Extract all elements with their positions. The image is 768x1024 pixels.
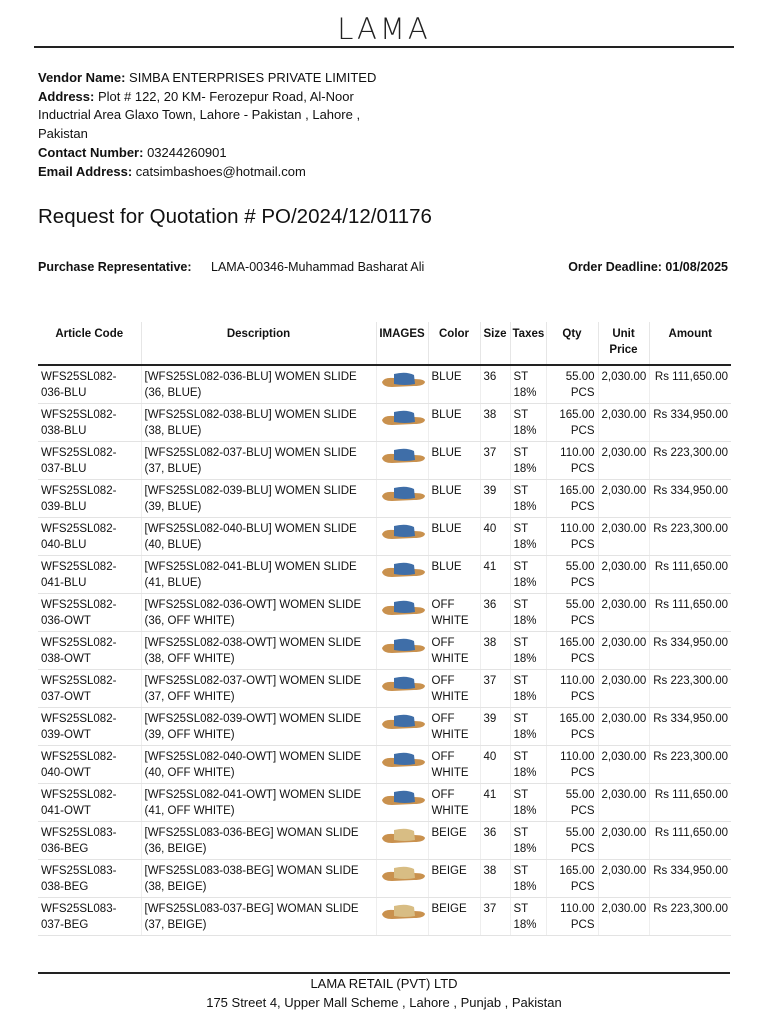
- amount-cell: Rs 334,950.00: [649, 480, 731, 518]
- size-cell: 41: [480, 784, 510, 822]
- amount-cell: Rs 334,950.00: [649, 632, 731, 670]
- taxes-cell: ST 18%: [510, 670, 546, 708]
- table-row: [38, 556, 731, 594]
- vendor-address: Plot # 122, 20 KM- Ferozepur Road, Al-Noor Inductrial Area Glaxo Town, Lahore - Pakistan , Lahore , Pakistan: [38, 88, 361, 142]
- table-row: [38, 822, 731, 860]
- unit-price-cell: 2,030.00: [598, 822, 649, 860]
- table-row: [38, 670, 731, 708]
- unit-price-cell: 2,030.00: [598, 708, 649, 746]
- article-code-cell: WFS25SL083-036-BEG: [38, 822, 141, 860]
- table-header-row: [38, 322, 731, 365]
- unit-price-cell: 2,030.00: [598, 860, 649, 898]
- amount-cell: Rs 111,650.00: [649, 822, 731, 860]
- article-code-cell: WFS25SL082-037-OWT: [38, 670, 141, 708]
- size-cell: 38: [480, 632, 510, 670]
- blue-slide-icon: [380, 712, 426, 732]
- order-lines-table: [38, 322, 731, 936]
- image-cell: [376, 518, 428, 556]
- description-cell: [WFS25SL082-040-BLU] WOMEN SLIDE (40, BLUE): [141, 518, 376, 556]
- color-cell: OFF WHITE: [428, 784, 480, 822]
- description-cell: [WFS25SL082-039-BLU] WOMEN SLIDE (39, BLUE): [141, 480, 376, 518]
- blue-slide-icon: [380, 674, 426, 694]
- image-cell: [376, 632, 428, 670]
- image-cell: [376, 784, 428, 822]
- taxes-cell: ST 18%: [510, 404, 546, 442]
- amount-cell: Rs 334,950.00: [649, 708, 731, 746]
- vendor-name-line: [38, 69, 378, 88]
- taxes-cell: ST 18%: [510, 594, 546, 632]
- amount-cell: Rs 223,300.00: [649, 670, 731, 708]
- taxes-cell: ST 18%: [510, 480, 546, 518]
- header-description: Description: [141, 322, 376, 365]
- color-cell: OFF WHITE: [428, 746, 480, 784]
- taxes-cell: ST 18%: [510, 746, 546, 784]
- unit-price-cell: 2,030.00: [598, 365, 649, 404]
- blue-slide-icon: [380, 788, 426, 808]
- image-cell: [376, 670, 428, 708]
- article-code-cell: WFS25SL082-039-BLU: [38, 480, 141, 518]
- table-row: [38, 746, 731, 784]
- amount-cell: Rs 111,650.00: [649, 556, 731, 594]
- blue-slide-icon: [380, 484, 426, 504]
- color-cell: BLUE: [428, 442, 480, 480]
- description-cell: [WFS25SL083-036-BEG] WOMAN SLIDE (36, BEIGE): [141, 822, 376, 860]
- unit-price-cell: 2,030.00: [598, 594, 649, 632]
- footer-address: 175 Street 4, Upper Mall Scheme , Lahore , Punjab , Pakistan: [206, 995, 562, 1010]
- qty-cell: 165.00 PCS: [546, 860, 598, 898]
- blue-slide-icon: [380, 446, 426, 466]
- taxes-cell: ST 18%: [510, 822, 546, 860]
- color-cell: OFF WHITE: [428, 708, 480, 746]
- vendor-address-line: [38, 88, 378, 144]
- article-code-cell: WFS25SL082-037-BLU: [38, 442, 141, 480]
- color-cell: BEIGE: [428, 860, 480, 898]
- image-cell: [376, 442, 428, 480]
- blue-slide-icon: [380, 408, 426, 428]
- header-article-code: Article Code: [38, 322, 141, 365]
- vendor-contact-line: [38, 144, 378, 163]
- vendor-name: SIMBA ENTERPRISES PRIVATE LIMITED: [129, 70, 377, 85]
- beige-slide-icon: [380, 902, 426, 922]
- article-code-cell: WFS25SL082-040-OWT: [38, 746, 141, 784]
- color-cell: BLUE: [428, 404, 480, 442]
- table-row: [38, 480, 731, 518]
- taxes-cell: ST 18%: [510, 632, 546, 670]
- qty-cell: 110.00 PCS: [546, 670, 598, 708]
- description-cell: [WFS25SL083-037-BEG] WOMAN SLIDE (37, BEIGE): [141, 898, 376, 936]
- taxes-cell: ST 18%: [510, 784, 546, 822]
- header-amount: Amount: [649, 322, 731, 365]
- blue-slide-icon: [380, 598, 426, 618]
- amount-cell: Rs 223,300.00: [649, 442, 731, 480]
- color-cell: BLUE: [428, 518, 480, 556]
- size-cell: 38: [480, 404, 510, 442]
- amount-cell: Rs 334,950.00: [649, 404, 731, 442]
- size-cell: 41: [480, 556, 510, 594]
- table-row: [38, 442, 731, 480]
- amount-cell: Rs 223,300.00: [649, 898, 731, 936]
- description-cell: [WFS25SL082-040-OWT] WOMEN SLIDE (40, OFF WHITE): [141, 746, 376, 784]
- unit-price-cell: 2,030.00: [598, 632, 649, 670]
- image-cell: [376, 746, 428, 784]
- qty-cell: 110.00 PCS: [546, 442, 598, 480]
- amount-cell: Rs 223,300.00: [649, 518, 731, 556]
- size-cell: 36: [480, 822, 510, 860]
- table-body: [38, 365, 731, 936]
- beige-slide-icon: [380, 826, 426, 846]
- image-cell: [376, 594, 428, 632]
- article-code-cell: WFS25SL082-036-OWT: [38, 594, 141, 632]
- article-code-cell: WFS25SL083-037-BEG: [38, 898, 141, 936]
- table-row: [38, 632, 731, 670]
- size-cell: 40: [480, 518, 510, 556]
- header-images: IMAGES: [376, 322, 428, 365]
- qty-cell: 55.00 PCS: [546, 594, 598, 632]
- size-cell: 36: [480, 594, 510, 632]
- table-row: [38, 860, 731, 898]
- article-code-cell: WFS25SL082-041-OWT: [38, 784, 141, 822]
- image-cell: [376, 480, 428, 518]
- purchase-rep-value: LAMA-00346-Muhammad Basharat Ali: [211, 260, 425, 274]
- color-cell: OFF WHITE: [428, 632, 480, 670]
- description-cell: [WFS25SL082-036-OWT] WOMEN SLIDE (36, OFF WHITE): [141, 594, 376, 632]
- beige-slide-icon: [380, 864, 426, 884]
- image-cell: [376, 556, 428, 594]
- article-code-cell: WFS25SL082-038-BLU: [38, 404, 141, 442]
- description-cell: [WFS25SL082-037-OWT] WOMEN SLIDE (37, OFF WHITE): [141, 670, 376, 708]
- article-code-cell: WFS25SL082-038-OWT: [38, 632, 141, 670]
- blue-slide-icon: [380, 636, 426, 656]
- qty-cell: 55.00 PCS: [546, 556, 598, 594]
- table-row: [38, 898, 731, 936]
- qty-cell: 55.00 PCS: [546, 784, 598, 822]
- vendor-email-line: [38, 163, 378, 182]
- footer-rule: [38, 972, 730, 974]
- header-size: Size: [480, 322, 510, 365]
- order-deadline: Order Deadline: 01/08/2025: [568, 260, 728, 274]
- taxes-cell: ST 18%: [510, 898, 546, 936]
- qty-cell: 110.00 PCS: [546, 518, 598, 556]
- blue-slide-icon: [380, 560, 426, 580]
- qty-cell: 165.00 PCS: [546, 632, 598, 670]
- description-cell: [WFS25SL083-038-BEG] WOMAN SLIDE (38, BEIGE): [141, 860, 376, 898]
- description-cell: [WFS25SL082-038-OWT] WOMEN SLIDE (38, OFF WHITE): [141, 632, 376, 670]
- size-cell: 37: [480, 670, 510, 708]
- color-cell: BEIGE: [428, 898, 480, 936]
- size-cell: 37: [480, 898, 510, 936]
- table-row: [38, 594, 731, 632]
- blue-slide-icon: [380, 370, 426, 390]
- color-cell: BLUE: [428, 365, 480, 404]
- vendor-contact-label: Contact Number:: [38, 144, 144, 160]
- taxes-cell: ST 18%: [510, 518, 546, 556]
- article-code-cell: WFS25SL082-036-BLU: [38, 365, 141, 404]
- unit-price-cell: 2,030.00: [598, 480, 649, 518]
- rfq-title: Request for Quotation # PO/2024/12/01176: [38, 205, 432, 228]
- unit-price-cell: 2,030.00: [598, 404, 649, 442]
- blue-slide-icon: [380, 750, 426, 770]
- header-rule: [34, 46, 734, 48]
- size-cell: 40: [480, 746, 510, 784]
- vendor-email-label: Email Address:: [38, 163, 133, 179]
- taxes-cell: ST 18%: [510, 556, 546, 594]
- image-cell: [376, 708, 428, 746]
- vendor-email: catsimbashoes@hotmail.com: [135, 163, 306, 179]
- amount-cell: Rs 223,300.00: [649, 746, 731, 784]
- article-code-cell: WFS25SL082-040-BLU: [38, 518, 141, 556]
- qty-cell: 55.00 PCS: [546, 365, 598, 404]
- color-cell: OFF WHITE: [428, 594, 480, 632]
- qty-cell: 165.00 PCS: [546, 480, 598, 518]
- article-code-cell: WFS25SL082-039-OWT: [38, 708, 141, 746]
- color-cell: BLUE: [428, 556, 480, 594]
- lama-logo: LAMA: [337, 12, 431, 46]
- vendor-block: [38, 69, 378, 181]
- blue-slide-icon: [380, 522, 426, 542]
- amount-cell: Rs 334,950.00: [649, 860, 731, 898]
- vendor-name-label: Vendor Name:: [38, 70, 126, 85]
- image-cell: [376, 404, 428, 442]
- size-cell: 38: [480, 860, 510, 898]
- table-row: [38, 784, 731, 822]
- table-row: [38, 518, 731, 556]
- unit-price-cell: 2,030.00: [598, 518, 649, 556]
- unit-price-cell: 2,030.00: [598, 784, 649, 822]
- purchase-rep-label: Purchase Representative:: [38, 260, 192, 274]
- vendor-contact: 03244260901: [147, 144, 227, 160]
- unit-price-cell: 2,030.00: [598, 746, 649, 784]
- image-cell: [376, 365, 428, 404]
- qty-cell: 110.00 PCS: [546, 746, 598, 784]
- footer-company: LAMA RETAIL (PVT) LTD: [310, 976, 458, 991]
- unit-price-cell: 2,030.00: [598, 556, 649, 594]
- description-cell: [WFS25SL082-038-BLU] WOMEN SLIDE (38, BLUE): [141, 404, 376, 442]
- color-cell: OFF WHITE: [428, 670, 480, 708]
- unit-price-cell: 2,030.00: [598, 898, 649, 936]
- amount-cell: Rs 111,650.00: [649, 594, 731, 632]
- article-code-cell: WFS25SL083-038-BEG: [38, 860, 141, 898]
- color-cell: BEIGE: [428, 822, 480, 860]
- description-cell: [WFS25SL082-037-BLU] WOMEN SLIDE (37, BLUE): [141, 442, 376, 480]
- image-cell: [376, 860, 428, 898]
- size-cell: 36: [480, 365, 510, 404]
- description-cell: [WFS25SL082-041-OWT] WOMEN SLIDE (41, OFF WHITE): [141, 784, 376, 822]
- table-row: [38, 404, 731, 442]
- header-qty: Qty: [546, 322, 598, 365]
- taxes-cell: ST 18%: [510, 442, 546, 480]
- size-cell: 37: [480, 442, 510, 480]
- qty-cell: 55.00 PCS: [546, 822, 598, 860]
- header-taxes: Taxes: [510, 322, 546, 365]
- description-cell: [WFS25SL082-041-BLU] WOMEN SLIDE (41, BLUE): [141, 556, 376, 594]
- taxes-cell: ST 18%: [510, 708, 546, 746]
- size-cell: 39: [480, 708, 510, 746]
- header-color: Color: [428, 322, 480, 365]
- size-cell: 39: [480, 480, 510, 518]
- qty-cell: 110.00 PCS: [546, 898, 598, 936]
- amount-cell: Rs 111,650.00: [649, 365, 731, 404]
- unit-price-cell: 2,030.00: [598, 670, 649, 708]
- taxes-cell: ST 18%: [510, 365, 546, 404]
- table-row: [38, 365, 731, 404]
- image-cell: [376, 822, 428, 860]
- unit-price-cell: 2,030.00: [598, 442, 649, 480]
- table-row: [38, 708, 731, 746]
- image-cell: [376, 898, 428, 936]
- taxes-cell: ST 18%: [510, 860, 546, 898]
- qty-cell: 165.00 PCS: [546, 708, 598, 746]
- qty-cell: 165.00 PCS: [546, 404, 598, 442]
- vendor-address-label: Address:: [38, 88, 95, 104]
- article-code-cell: WFS25SL082-041-BLU: [38, 556, 141, 594]
- header-unit-price: Unit Price: [598, 322, 649, 365]
- amount-cell: Rs 111,650.00: [649, 784, 731, 822]
- color-cell: BLUE: [428, 480, 480, 518]
- description-cell: [WFS25SL082-036-BLU] WOMEN SLIDE (36, BLUE): [141, 365, 376, 404]
- description-cell: [WFS25SL082-039-OWT] WOMEN SLIDE (39, OFF WHITE): [141, 708, 376, 746]
